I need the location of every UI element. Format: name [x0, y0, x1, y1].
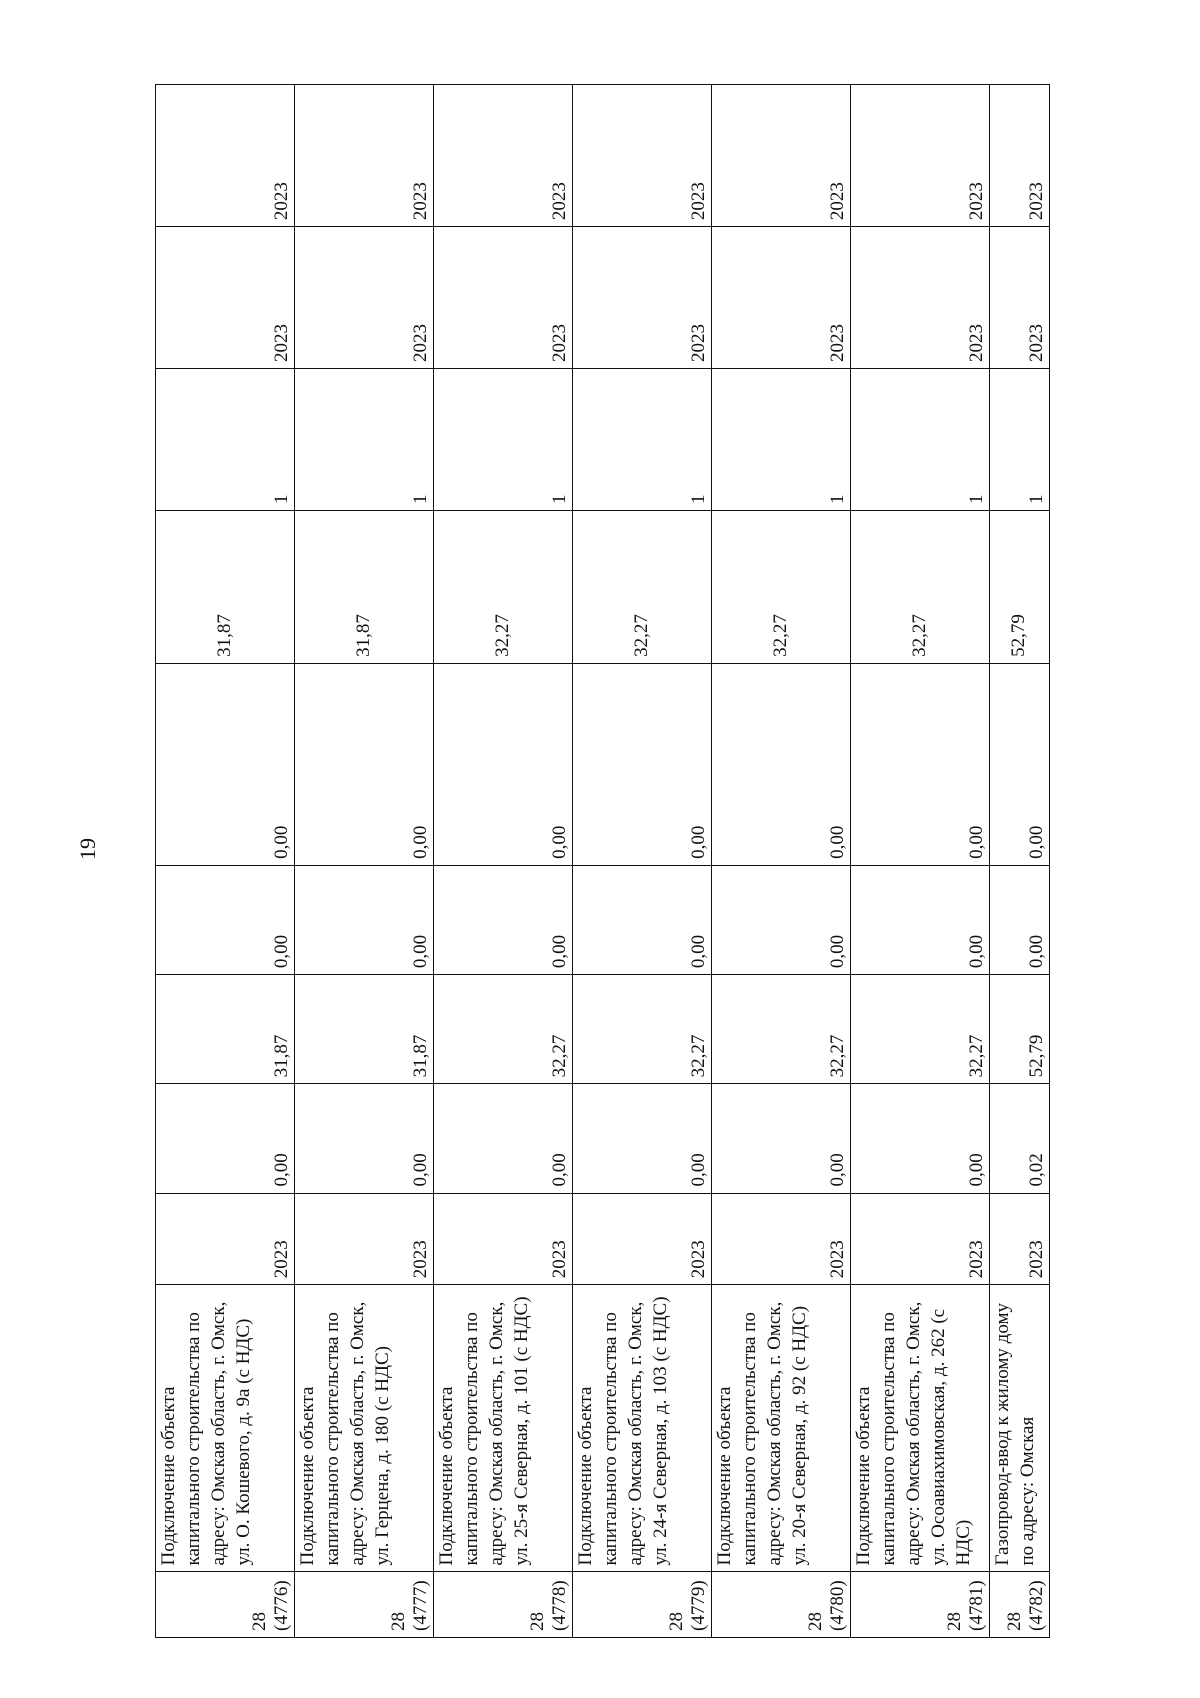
value-5-text: 52,79	[1008, 614, 1029, 657]
quantity-cell	[295, 369, 434, 511]
value-5-text: 32,27	[491, 614, 513, 657]
value-5-cell	[990, 511, 1050, 664]
value-1-cell	[851, 1084, 990, 1193]
year-cell	[712, 1193, 851, 1285]
value-2-cell	[156, 975, 295, 1084]
value-1-cell	[434, 1084, 573, 1193]
value-1-text: 0,00	[271, 1153, 292, 1187]
value-4-cell	[573, 663, 712, 865]
value-3-cell	[434, 865, 573, 974]
row-number: 28	[527, 1612, 548, 1631]
value-5-text: 31,87	[213, 614, 235, 657]
start-year-text: 2023	[549, 324, 570, 363]
value-1-text: 0,00	[688, 1153, 709, 1187]
value-4-cell	[295, 663, 434, 865]
investment-table	[155, 84, 1050, 1638]
quantity-cell	[156, 369, 295, 511]
row-number-cell	[851, 1572, 990, 1638]
end-year-cell	[573, 85, 712, 227]
start-year-text: 2023	[271, 324, 292, 363]
value-2-cell	[851, 975, 990, 1084]
row-number: 28	[944, 1612, 965, 1631]
quantity-cell	[573, 369, 712, 511]
value-3-cell	[156, 865, 295, 974]
value-2-text: 31,87	[271, 1034, 292, 1078]
quantity-cell	[434, 369, 573, 511]
value-4-cell	[434, 663, 573, 865]
value-3-cell	[851, 865, 990, 974]
year-cell	[434, 1193, 573, 1285]
year-text: 2023	[410, 1240, 431, 1279]
value-4-text: 0,00	[271, 825, 292, 859]
value-4-text: 0,00	[549, 825, 570, 859]
value-3-text: 0,00	[410, 934, 431, 969]
quantity-cell	[990, 369, 1050, 511]
value-5-text: 32,27	[908, 614, 930, 657]
value-3-text: 0,00	[549, 934, 570, 969]
row-number-cell	[434, 1572, 573, 1638]
row-number: 28	[805, 1612, 826, 1631]
row-number-cell	[712, 1572, 851, 1638]
object-name-text: Подключение объекта капитального строительства по адресу: Омская область, г. Омск, ул. 20-я Северная, д. 92 (с НДС)	[714, 1301, 810, 1566]
year-text: 2023	[688, 1240, 709, 1279]
quantity-cell	[851, 369, 990, 511]
value-4-text: 0,00	[827, 825, 848, 859]
row-number: 28	[388, 1612, 409, 1631]
page-number: 19	[75, 838, 100, 860]
value-4-cell	[990, 663, 1050, 865]
row-code: (4779)	[688, 1580, 709, 1631]
table-row	[295, 85, 434, 1638]
value-4-text: 0,00	[688, 825, 709, 859]
end-year-cell	[295, 85, 434, 227]
object-name-cell	[851, 1285, 990, 1572]
value-5-cell	[573, 511, 712, 664]
object-name-cell	[156, 1285, 295, 1572]
value-2-text: 32,27	[827, 1034, 848, 1078]
table-row	[156, 85, 295, 1638]
value-5-cell	[156, 511, 295, 664]
value-4-cell	[851, 663, 990, 865]
end-year-cell	[851, 85, 990, 227]
value-3-text: 0,00	[1026, 934, 1047, 969]
row-code: (4780)	[827, 1580, 848, 1631]
value-4-cell	[156, 663, 295, 865]
value-1-cell	[295, 1084, 434, 1193]
quantity-text: 1	[410, 494, 431, 504]
start-year-cell	[434, 227, 573, 369]
value-4-text: 0,00	[1026, 825, 1047, 859]
quantity-text: 1	[966, 494, 987, 504]
start-year-text: 2023	[827, 324, 848, 363]
row-number-cell	[573, 1572, 712, 1638]
value-5-text: 32,27	[630, 614, 652, 657]
value-4-cell	[712, 663, 851, 865]
value-1-text: 0,00	[966, 1153, 987, 1187]
object-name-text: Подключение объекта капитального строительства по адресу: Омская область, г. Омск, ул. Герцена, д. 180 (с НДС)	[297, 1301, 393, 1566]
quantity-text: 1	[827, 494, 848, 504]
row-code: (4777)	[410, 1580, 431, 1631]
value-1-cell	[573, 1084, 712, 1193]
end-year-cell	[156, 85, 295, 227]
table-body	[156, 85, 1050, 1638]
value-1-text: 0,00	[549, 1153, 570, 1187]
value-3-text: 0,00	[688, 934, 709, 969]
year-cell	[295, 1193, 434, 1285]
value-2-text: 52,79	[1026, 1034, 1047, 1078]
value-3-cell	[295, 865, 434, 974]
value-3-cell	[990, 865, 1050, 974]
row-number-cell	[295, 1572, 434, 1638]
start-year-text: 2023	[1026, 324, 1047, 363]
object-name-text: Подключение объекта капитального строительства по адресу: Омская область, г. Омск, ул. 24-я Северная, д. 103 (с НДС)	[575, 1296, 671, 1566]
object-name-text: Подключение объекта капитального строительства по адресу: Омская область, г. Омск, ул. О. Кошевого, д. 9а (с НДС)	[158, 1301, 254, 1566]
end-year-text: 2023	[410, 182, 431, 221]
end-year-text: 2023	[966, 182, 987, 221]
year-text: 2023	[966, 1240, 987, 1279]
start-year-cell	[573, 227, 712, 369]
end-year-text: 2023	[688, 182, 709, 221]
end-year-text: 2023	[827, 182, 848, 221]
value-1-text: 0,02	[1026, 1153, 1047, 1187]
row-number-cell	[156, 1572, 295, 1638]
table-row	[434, 85, 573, 1638]
value-3-text: 0,00	[966, 934, 987, 969]
row-number: 28	[249, 1612, 270, 1631]
value-5-text: 31,87	[352, 614, 374, 657]
object-name-text: Газопровод-ввод к жилому дому по адресу: Омская	[992, 1303, 1038, 1566]
value-3-text: 0,00	[827, 934, 848, 969]
table-row	[990, 85, 1050, 1638]
row-code: (4778)	[549, 1580, 570, 1631]
table-row	[851, 85, 990, 1638]
table-row	[573, 85, 712, 1638]
row-code: (4781)	[966, 1580, 987, 1631]
value-3-cell	[712, 865, 851, 974]
value-2-text: 32,27	[549, 1034, 570, 1078]
year-text: 2023	[271, 1240, 292, 1279]
row-number: 28	[1004, 1612, 1025, 1631]
value-2-cell	[990, 975, 1050, 1084]
value-2-text: 32,27	[966, 1034, 987, 1078]
value-5-text: 32,27	[769, 614, 791, 657]
year-cell	[156, 1193, 295, 1285]
value-1-text: 0,00	[410, 1153, 431, 1187]
start-year-cell	[990, 227, 1050, 369]
object-name-cell	[573, 1285, 712, 1572]
year-text: 2023	[1026, 1240, 1047, 1279]
end-year-text: 2023	[549, 182, 570, 221]
object-name-cell	[434, 1285, 573, 1572]
object-name-text: Подключение объекта капитального строительства по адресу: Омская область, г. Омск, ул. Осоавиахимовская, д. 262 (с НДС)	[853, 1301, 974, 1566]
row-number: 28	[666, 1612, 687, 1631]
start-year-cell	[295, 227, 434, 369]
quantity-text: 1	[271, 494, 292, 504]
quantity-text: 1	[1026, 494, 1047, 504]
value-2-cell	[573, 975, 712, 1084]
value-3-text: 0,00	[271, 934, 292, 969]
table-row	[712, 85, 851, 1638]
row-number-cell	[990, 1572, 1050, 1638]
object-name-cell	[990, 1285, 1050, 1572]
end-year-cell	[990, 85, 1050, 227]
end-year-text: 2023	[271, 182, 292, 221]
year-cell	[851, 1193, 990, 1285]
start-year-cell	[851, 227, 990, 369]
object-name-cell	[295, 1285, 434, 1572]
year-cell	[990, 1193, 1050, 1285]
value-5-cell	[712, 511, 851, 664]
quantity-cell	[712, 369, 851, 511]
year-text: 2023	[549, 1240, 570, 1279]
start-year-cell	[156, 227, 295, 369]
value-2-cell	[295, 975, 434, 1084]
value-4-text: 0,00	[410, 825, 431, 859]
value-2-text: 31,87	[410, 1034, 431, 1078]
object-name-cell	[712, 1285, 851, 1572]
row-code: (4782)	[1026, 1580, 1047, 1631]
end-year-cell	[434, 85, 573, 227]
value-1-cell	[990, 1084, 1050, 1193]
value-1-text: 0,00	[827, 1153, 848, 1187]
year-text: 2023	[827, 1240, 848, 1279]
value-1-cell	[712, 1084, 851, 1193]
quantity-text: 1	[549, 494, 570, 504]
value-5-cell	[295, 511, 434, 664]
row-code: (4776)	[271, 1580, 292, 1631]
end-year-cell	[712, 85, 851, 227]
value-2-cell	[712, 975, 851, 1084]
object-name-text: Подключение объекта капитального строительства по адресу: Омская область, г. Омск, ул. 25-я Северная, д. 101 (с НДС)	[436, 1296, 532, 1566]
start-year-text: 2023	[966, 324, 987, 363]
quantity-text: 1	[688, 494, 709, 504]
investment-table-wrapper	[155, 84, 1097, 1638]
value-2-text: 32,27	[688, 1034, 709, 1078]
value-1-cell	[156, 1084, 295, 1193]
year-cell	[573, 1193, 712, 1285]
value-3-cell	[573, 865, 712, 974]
value-2-cell	[434, 975, 573, 1084]
value-5-cell	[434, 511, 573, 664]
value-4-text: 0,00	[966, 825, 987, 859]
end-year-text: 2023	[1026, 182, 1047, 221]
value-5-cell	[851, 511, 990, 664]
start-year-cell	[712, 227, 851, 369]
start-year-text: 2023	[688, 324, 709, 363]
start-year-text: 2023	[410, 324, 431, 363]
